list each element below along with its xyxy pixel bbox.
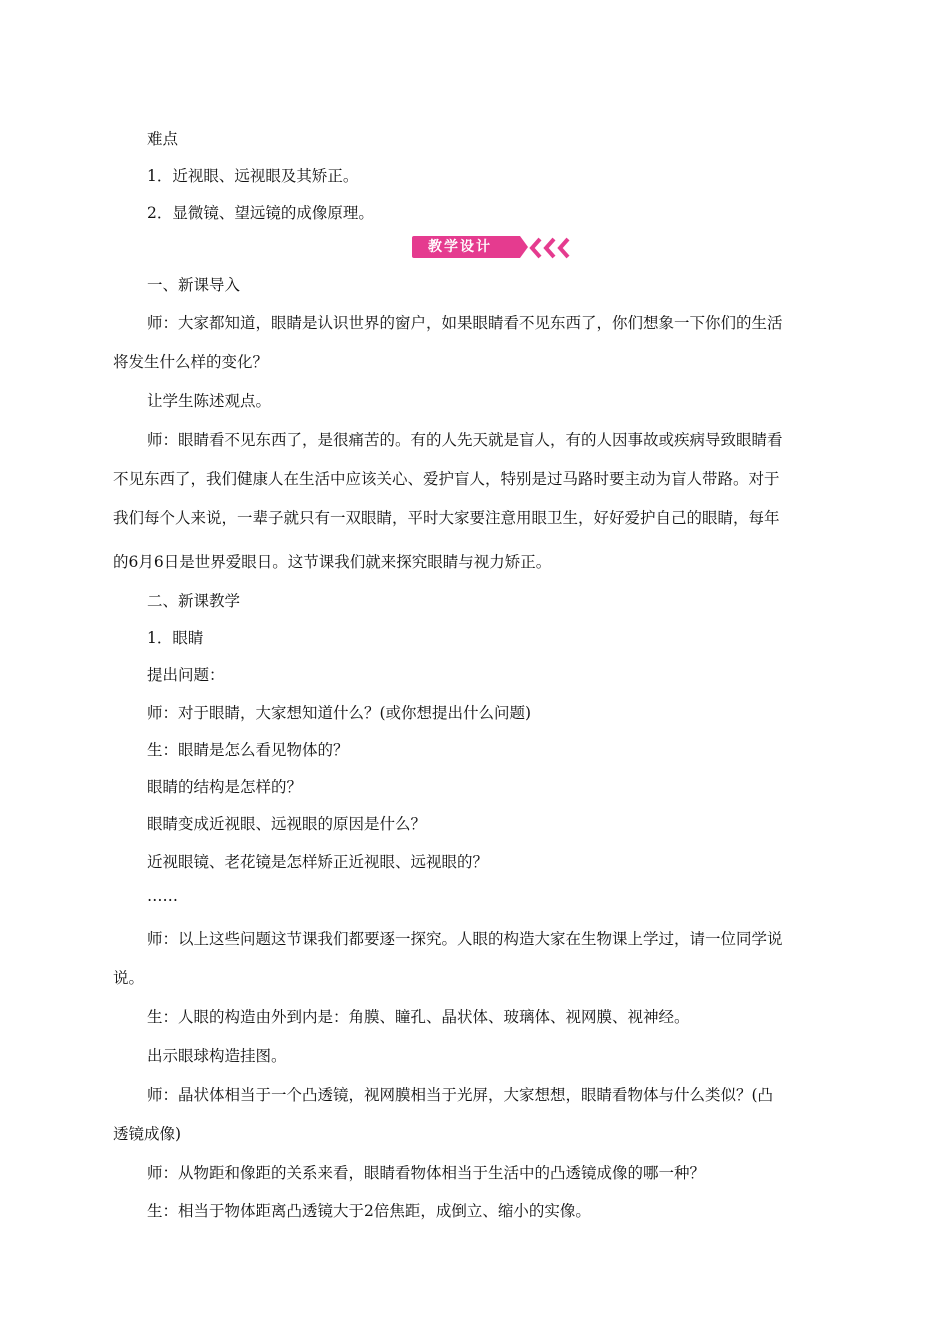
paragraph-line: 出示眼球构造挂图。 <box>147 1047 287 1065</box>
paragraph-line: 说。 <box>113 969 145 987</box>
difficulty-item-2: 2．显微镜、望远镜的成像原理。 <box>147 204 374 222</box>
paragraph-line: 的6月6日是世界爱眼日。这节课我们就来探究眼睛与视力矫正。 <box>113 553 552 571</box>
paragraph-line: 近视眼镜、老花镜是怎样矫正近视眼、远视眼的？ <box>147 853 489 871</box>
paragraph-line: 我们每个人来说，一辈子就只有一双眼睛，平时大家要注意用眼卫生，好好爱护自己的眼睛，每年 <box>113 509 780 527</box>
banner-label: 教学设计 <box>412 236 508 258</box>
section-heading-intro: 一、新课导入 <box>147 276 241 294</box>
heading-difficulty: 难点 <box>147 130 179 148</box>
paragraph-line: 师：对于眼睛，大家想知道什么？(或你想提出什么问题) <box>147 704 532 722</box>
paragraph-line: 生：眼睛是怎么看见物体的？ <box>147 741 349 759</box>
paragraph-line: 师：从物距和像距的关系来看，眼睛看物体相当于生活中的凸透镜成像的哪一种？ <box>147 1164 706 1182</box>
paragraph-line: 生：相当于物体距离凸透镜大于2倍焦距，成倒立、缩小的实像。 <box>147 1202 591 1220</box>
paragraph-line: 师：以上这些问题这节课我们都要逐一探究。人眼的构造大家在生物课上学过，请一位同学说 <box>147 930 783 948</box>
paragraph-line: 眼睛变成近视眼、远视眼的原因是什么？ <box>147 815 427 833</box>
section-banner <box>412 236 582 260</box>
subsection-heading-eye: 1．眼睛 <box>147 629 204 647</box>
paragraph-line: 将发生什么样的变化？ <box>113 353 269 371</box>
paragraph-line: 师：晶状体相当于一个凸透镜，视网膜相当于光屏，大家想想，眼睛看物体与什么类似？(凸 <box>147 1086 774 1104</box>
paragraph-line: 生：人眼的构造由外到内是：角膜、瞳孔、晶状体、玻璃体、视网膜、视神经。 <box>147 1008 690 1026</box>
paragraph-line: 提出问题： <box>147 666 225 684</box>
difficulty-item-1: 1．近视眼、远视眼及其矫正。 <box>147 167 359 185</box>
paragraph-line: 让学生陈述观点。 <box>147 392 272 410</box>
paragraph-line: 师：大家都知道，眼睛是认识世界的窗户，如果眼睛看不见东西了，你们想象一下你们的生活 <box>147 314 783 332</box>
section-heading-teaching: 二、新课教学 <box>147 592 241 610</box>
paragraph-line: 不见东西了，我们健康人在生活中应该关心、爱护盲人，特别是过马路时要主动为盲人带路。对于 <box>113 470 780 488</box>
ellipsis-line: …… <box>147 887 178 905</box>
paragraph-line: 眼睛的结构是怎样的？ <box>147 778 303 796</box>
paragraph-line: 透镜成像) <box>113 1125 182 1143</box>
paragraph-line: 师：眼睛看不见东西了，是很痛苦的。有的人先天就是盲人，有的人因事故或疾病导致眼睛看 <box>147 431 783 449</box>
